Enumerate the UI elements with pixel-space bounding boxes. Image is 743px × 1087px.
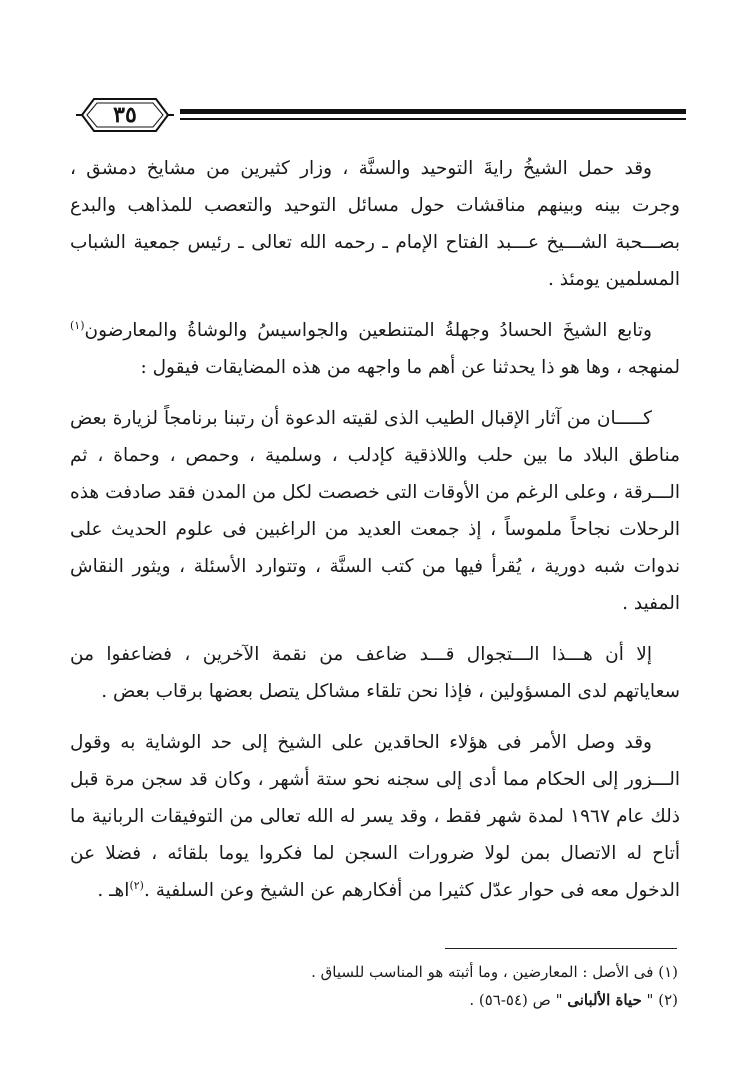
footnote-2-suffix: " ص (٥٤-٥٦) . — [469, 991, 568, 1009]
header-rule-thin — [180, 118, 686, 120]
footnote-2-book-title: حياة الألبانى — [567, 991, 642, 1009]
footnote-ref-1[interactable]: (١) — [70, 318, 85, 332]
footnote-2 — [70, 986, 678, 1014]
paragraph-5 — [70, 724, 680, 909]
paragraph-2-text-b: لمنهجه ، وها هو ذا يحدثنا عن أهم ما واجهه من هذه المضايقات فيقول : — [140, 357, 680, 378]
footnotes — [70, 958, 678, 1014]
paragraph-2-text-a: وتابع الشيخَ الحسادُ وجهلةُ المتنطعين والجواسيسُ والوشاةُ والمعارضون — [84, 320, 652, 341]
footnote-1: (١) فى الأصل : المعارضين ، وما أثبته هو المناسب للسياق . — [311, 963, 678, 981]
paragraph-3: كـــــان من آثار الإقبال الطيب الذى لقيته الدعوة أن رتبنا برنامجاً لزيارة بعض مناطق البلاد ما بين حلب واللاذقية كإدلب ، وسلمية ، وحمص ، وحماة ، ثم الـــرقة ، وعلى الرغم من الأوقات التى خصصت لكل من المدن فقد صادفت هذه الرحلات نجاحاً ملموساً ، إذ جمعت العديد من الراغبين فى علوم الحديث على ندوات شبه دورية ، يُقرأ فيها من كتب السنَّة ، وتتوارد الأسئلة ، ويثور النقاش المفيد . — [70, 408, 680, 614]
footnote-ref-2[interactable]: (٢) — [129, 878, 144, 892]
page-number-frame — [76, 96, 174, 134]
header-rule-thick — [180, 109, 686, 114]
body-text — [70, 150, 680, 923]
paragraph-4: إلا أن هـــذا الـــتجوال قـــد ضاعف من نقمة الآخرين ، فضاعفوا من سعاياتهم لدى المسؤولين ، فإذا نحن تلقاء مشاكل يتصل بعضها برقاب بعض . — [70, 644, 680, 702]
page-number: ٣٥ — [113, 102, 137, 128]
paragraph-5-text-b: اهـ . — [97, 880, 130, 901]
paragraph-2 — [70, 312, 680, 386]
paragraph-1: وقد حمل الشيخُ رايةَ التوحيد والسنَّة ، وزار كثيرين من مشايخ دمشق ، وجرت بينه وبينهم مناقشات حول مسائل التوحيد والتعصب للمذاهب والبدع بصـــحبة الشـــيخ عـــبد الفتاح الإمام ـ رحمه الله تعالى ـ رئيس جمعية الشباب المسلمين يومئذ . — [70, 158, 680, 290]
footnote-2-prefix: (٢) " — [641, 991, 678, 1009]
paragraph-5-text-a: وقد وصل الأمر فى هؤلاء الحاقدين على الشيخ إلى حد الوشاية به وقول الـــزور إلى الحكام مما أدى إلى سجنه نحو ستة أشهر ، وكان قد سجن مرة قبل ذلك عام ١٩٦٧ لمدة شهر فقط ، وقد يسر له الله تعالى من التوفيقات الربانية ما أتاح له الاتصال بمن لولا ضرورات السجن لما فكروا يوما بلقائه ، فضلا عن الدخول معه فى حوار عدّل كثيرا من أفكارهم عن الشيخ وعن السلفية . — [70, 732, 681, 901]
page-header — [76, 96, 686, 134]
footnote-separator — [445, 948, 677, 949]
